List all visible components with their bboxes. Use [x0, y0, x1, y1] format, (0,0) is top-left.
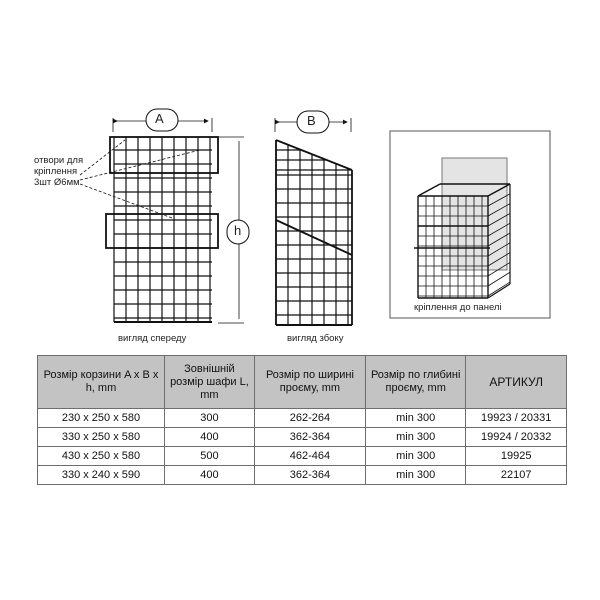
header-basket-size: Розмір корзини A x B x h, mm [38, 356, 165, 409]
cell-basket-size: 430 x 250 x 580 [38, 447, 165, 466]
dimension-a-label: A [155, 111, 164, 126]
cell-opening-width: 362-364 [254, 428, 365, 447]
spec-table [37, 355, 567, 485]
mounting-holes-note: отвори для кріплення 3шт Ø6мм [34, 155, 84, 188]
cell-opening-width: 262-264 [254, 409, 365, 428]
header-opening-width: Розмір по ширині проєму, mm [254, 356, 365, 409]
cell-opening-depth: min 300 [365, 409, 466, 428]
header-article: АРТИКУЛ [466, 356, 567, 409]
cell-cabinet-size: 500 [164, 447, 254, 466]
table-row [38, 409, 567, 428]
cell-cabinet-size: 300 [164, 409, 254, 428]
cell-article: 19925 [466, 447, 567, 466]
panel-mount-drawing [390, 131, 550, 318]
cell-article: 22107 [466, 466, 567, 485]
cell-basket-size: 230 x 250 x 580 [38, 409, 165, 428]
dimension-b-label: B [307, 113, 316, 128]
cell-opening-width: 362-364 [254, 466, 365, 485]
cell-opening-depth: min 300 [365, 428, 466, 447]
header-opening-depth: Розмір по глибині проєму, mm [365, 356, 466, 409]
side-view-caption: вигляд збоку [287, 333, 344, 344]
dimension-h-label: h [234, 223, 242, 238]
front-view-caption: вигляд спереду [118, 333, 187, 344]
table-row [38, 428, 567, 447]
cell-basket-size: 330 x 250 x 580 [38, 428, 165, 447]
cell-cabinet-size: 400 [164, 466, 254, 485]
front-view-drawing [80, 109, 249, 323]
cell-cabinet-size: 400 [164, 428, 254, 447]
mounting-panel [442, 158, 507, 270]
cell-article: 19924 / 20332 [466, 428, 567, 447]
table-row [38, 466, 567, 485]
table-row [38, 447, 567, 466]
cell-basket-size: 330 x 240 x 590 [38, 466, 165, 485]
cell-opening-depth: min 300 [365, 466, 466, 485]
panel-mount-caption: кріплення до панелі [414, 302, 502, 313]
side-view-drawing [275, 111, 352, 325]
header-cabinet-size: Зовнішній розмір шафи L, mm [164, 356, 254, 409]
spec-table-header-row [38, 356, 567, 409]
cell-opening-width: 462-464 [254, 447, 365, 466]
cell-opening-depth: min 300 [365, 447, 466, 466]
cell-article: 19923 / 20331 [466, 409, 567, 428]
